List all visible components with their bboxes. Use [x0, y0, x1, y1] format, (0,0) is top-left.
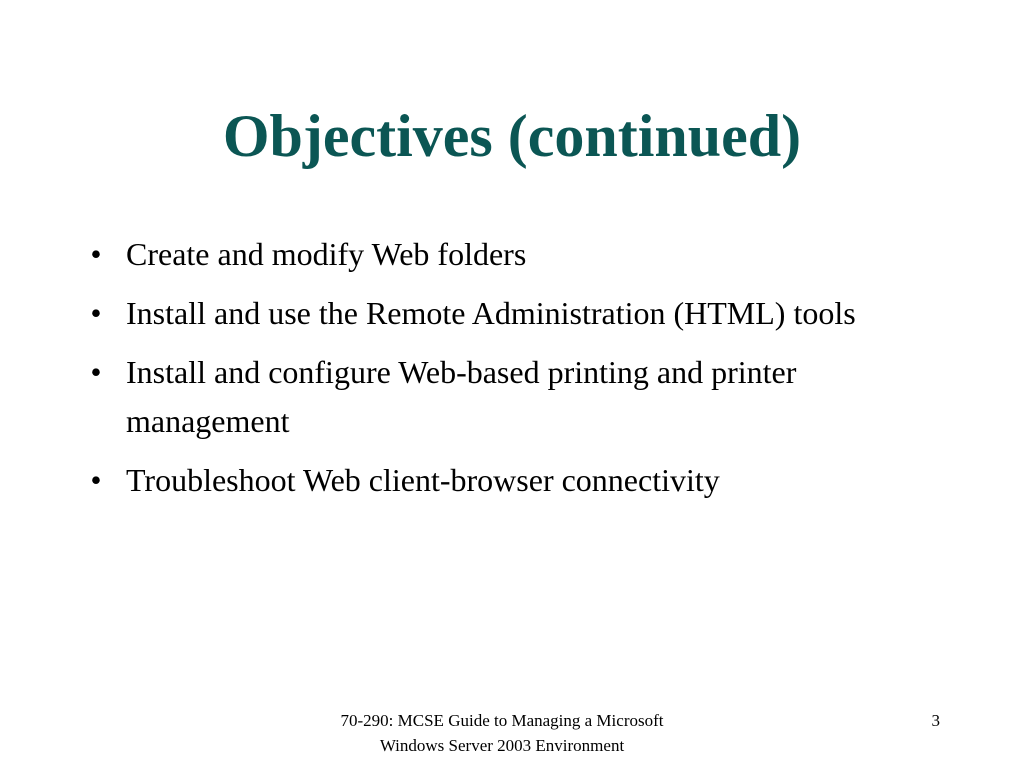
- footer-line-1: 70-290: MCSE Guide to Managing a Microsoft: [340, 711, 664, 730]
- footer-line-2: Windows Server 2003 Environment: [379, 736, 625, 755]
- bullet-icon: •: [90, 236, 102, 272]
- bullet-icon: •: [90, 295, 102, 331]
- page-number: 3: [931, 711, 940, 730]
- bullet-list: [84, 230, 914, 515]
- bullet-icon: •: [90, 462, 102, 498]
- bullet-item: [84, 348, 914, 446]
- slide-title: Objectives (continued): [222, 103, 802, 169]
- footer-text: [280, 708, 724, 758]
- bullet-item: [84, 456, 914, 505]
- bullet-text: Create and modify Web folders: [126, 236, 527, 272]
- bullet-icon: •: [90, 354, 102, 390]
- bullet-text: Troubleshoot Web client-browser connectivity: [126, 462, 720, 498]
- bullet-item: [84, 289, 914, 338]
- bullet-item: [84, 230, 914, 279]
- bullet-text: Install and use the Remote Administration (HTML) tools: [126, 295, 856, 331]
- bullet-text: Install and configure Web-based printing and printer management: [126, 354, 797, 439]
